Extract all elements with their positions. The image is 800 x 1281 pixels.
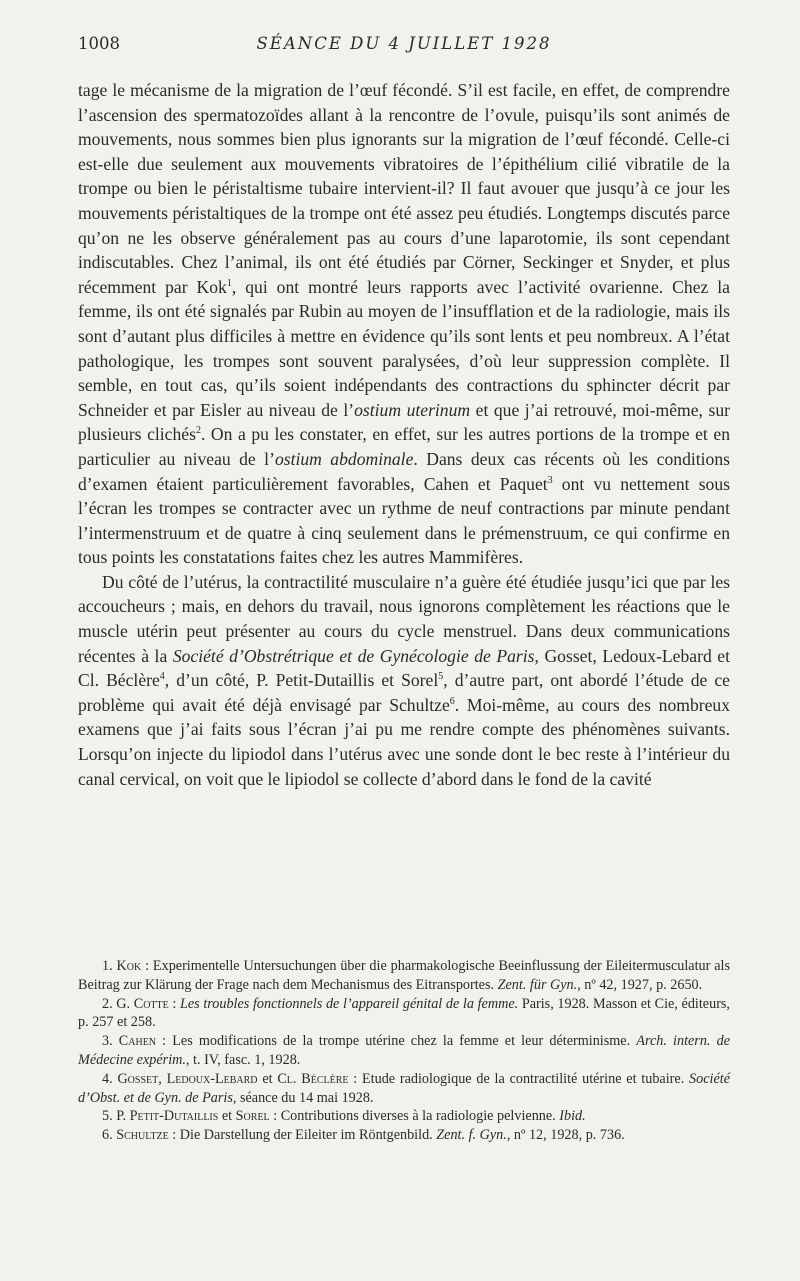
author-name: Cahen bbox=[118, 1033, 157, 1050]
text-run: , d’un côté, P. Petit-Dutaillis et Sorel bbox=[164, 670, 439, 691]
footnotes bbox=[78, 957, 730, 1145]
page-number: 1008 bbox=[78, 34, 120, 53]
text-run: tage le mécanisme de la migration de l’œuf fécondé. S’il est facile, en effet, de comprendre l’ascension des spermatozoïdes allant à la rencontre de l’ovule, puisqu’ils sont animés de mouvements, nous sommes bien plus ignorants sur la migration de l’œuf fécondé. Celle-ci est-elle due seulement aux mouvements vibratoires de l’épithélium cilié vibratile de la trompe ou bien le péristaltisme tubaire intervient-il? Il faut avouer que jusqu’à ce jour les mouvements péristaltiques de la trompe ont été assez peu étudiés. Longtemps discutés parce qu’on ne les observe généralement pas au cours d’une laparotomie, ils sont cependant indiscutables. Chez l’animal, ils ont été étudiés par Cörner, Seckinger et Snyder, et plus récemment par Kok bbox=[78, 80, 730, 297]
footnote-ref: 2 bbox=[195, 425, 201, 437]
text-run: Paris, 1928. Masson et Cie, éditeurs, p. 257 et 258. bbox=[78, 995, 730, 1031]
text-run: Du côté de l’utérus, la contractilité musculaire n’a guère été étudiée jusqu’ici que par les accoucheurs ; mais, en dehors du travail, nous ignorons complètement les réactions que le muscle utérin peut présenter au cours du cycle menstruel. Dans deux communications récentes à la bbox=[78, 571, 730, 666]
text-run: 2. G. bbox=[102, 995, 134, 1012]
text-run: : Les modifications de la trompe utérine chez la femme et leur déterminisme. bbox=[156, 1033, 637, 1050]
text-run: , séance du 14 mai 1928. bbox=[232, 1089, 374, 1106]
footnote bbox=[78, 1070, 730, 1108]
author-name: Sorel bbox=[235, 1108, 270, 1125]
italic-text: ostium uterinum bbox=[354, 399, 471, 420]
text-run: et que j’ai retrouvé, moi-même, sur plusieurs clichés bbox=[78, 399, 730, 445]
text-run: , nº 12, 1928, p. 736. bbox=[506, 1127, 625, 1144]
text-run: . Dans deux cas récents où les conditions d’examen étaient particulièrement favorables, Cahen et Paquet bbox=[78, 448, 730, 494]
text-run: et bbox=[257, 1070, 278, 1087]
text-run: , Gosset, Ledoux-Lebard et Cl. Béclère bbox=[78, 645, 731, 691]
text-run: 5. P. bbox=[102, 1108, 130, 1125]
footnote bbox=[78, 1032, 730, 1070]
author-name: Schultze bbox=[116, 1127, 169, 1144]
author-name: Cl. Béclère bbox=[277, 1070, 349, 1087]
text-run: , d’autre part, ont abordé l’étude de ce problème qui avait été déjà envisagé par Schultze bbox=[78, 670, 730, 715]
author-name: Cotte bbox=[133, 995, 169, 1012]
text-run: : Experimentelle Untersuchungen über die pharmakologische Beeinflussung der Eileitermusculatur als Beitrag zur Klärung der Frage nach dem Mechanismus des Eitransportes. bbox=[78, 958, 731, 993]
author-name: Petit-Dutaillis bbox=[129, 1108, 219, 1125]
italic-text: Zent. für Gyn. bbox=[497, 976, 578, 993]
text-run: , nº 42, 1927, p. 2650. bbox=[577, 976, 703, 993]
author-name: Kok bbox=[116, 958, 142, 974]
text-run: ont vu nettement sous l’écran les trompes se contracter avec un rythme de neuf contractions par minute pendant l’intermenstruum et de quatre à cinq seulement dans le prémenstruum, ce qui confirme en tous points les constatations faites chez les autres Mammifères. bbox=[78, 473, 731, 568]
text-run: 3. bbox=[102, 1033, 119, 1050]
running-head: SÉANCE DU 4 JUILLET 1928 bbox=[256, 34, 552, 53]
footnote-ref: 5 bbox=[438, 671, 444, 683]
author-name: Gosset, Ledoux-Lebard bbox=[117, 1070, 258, 1087]
italic-text: Ibid. bbox=[559, 1108, 586, 1125]
italic-text: Les troubles fonctionnels de l’appareil génital de la femme. bbox=[179, 995, 519, 1012]
text-run: 6. bbox=[102, 1127, 117, 1144]
footnote bbox=[78, 1126, 730, 1145]
footnote-ref: 1 bbox=[226, 277, 232, 289]
footnote-ref: 4 bbox=[159, 671, 165, 683]
text-run: 4. bbox=[102, 1070, 118, 1087]
footnote bbox=[78, 957, 730, 995]
footnote-ref: 3 bbox=[547, 474, 553, 486]
paragraph bbox=[78, 78, 730, 570]
text-run: : Contributions diverses à la radiologie pelvienne. bbox=[269, 1108, 560, 1125]
italic-text: Arch. intern. de Médecine expérim. bbox=[78, 1033, 730, 1068]
italic-text: Zent. f. Gyn. bbox=[436, 1127, 507, 1144]
footnote bbox=[78, 995, 730, 1033]
text-run: . On a pu les constater, en effet, sur les autres portions de la trompe et en particulier au niveau de l’ bbox=[78, 424, 730, 469]
text-run: : Die Darstellung der Eileiter im Röntgenbild. bbox=[168, 1127, 437, 1144]
paragraph bbox=[78, 570, 730, 791]
italic-text: Société d’Obstrétrique et de Gynécologie de Paris bbox=[172, 645, 535, 666]
text-run: . Moi-même, au cours des nombreux examens que j’ai faits sous l’écran j’ai pu me rendre compte des phénomènes suivants. Lorsqu’on injecte du lipiodol dans l’utérus avec une sonde dont le bec reste à l’intérieur du canal cervical, on voit que le lipiodol se collecte d’abord dans le fond de la cavité bbox=[78, 694, 731, 789]
text-run: et bbox=[218, 1108, 236, 1125]
footnote bbox=[78, 1107, 730, 1126]
body-text bbox=[78, 78, 730, 791]
italic-text: ostium abdominale bbox=[274, 448, 414, 469]
page-header bbox=[78, 34, 730, 58]
text-run: : Etude radiologique de la contractilité utérine et tubaire. bbox=[348, 1070, 690, 1087]
text-run: : bbox=[168, 995, 180, 1012]
italic-text: Société d’Obst. et de Gyn. de Paris bbox=[78, 1070, 730, 1106]
footnote-ref: 6 bbox=[449, 695, 455, 707]
text-run: , t. IV, fasc. 1, 1928. bbox=[185, 1051, 301, 1068]
text-run: , qui ont montré leurs rapports avec l’activité ovarienne. Chez la femme, ils ont été signalés par Rubin au moyen de l’insufflation et de la radiologie, mais ils sont d’autant plus difficiles à mettre en évidence qu’ils sont lents et peu nombreux. A l’état pathologique, les trompes sont souvent paralysées, d’où leur suppression complète. Il semble, en tout cas, qu’ils soient indépendants des contractions du sphincter décrit par Schneider et par Eisler au niveau de l’ bbox=[78, 276, 730, 420]
text-run: 1. bbox=[102, 958, 117, 974]
